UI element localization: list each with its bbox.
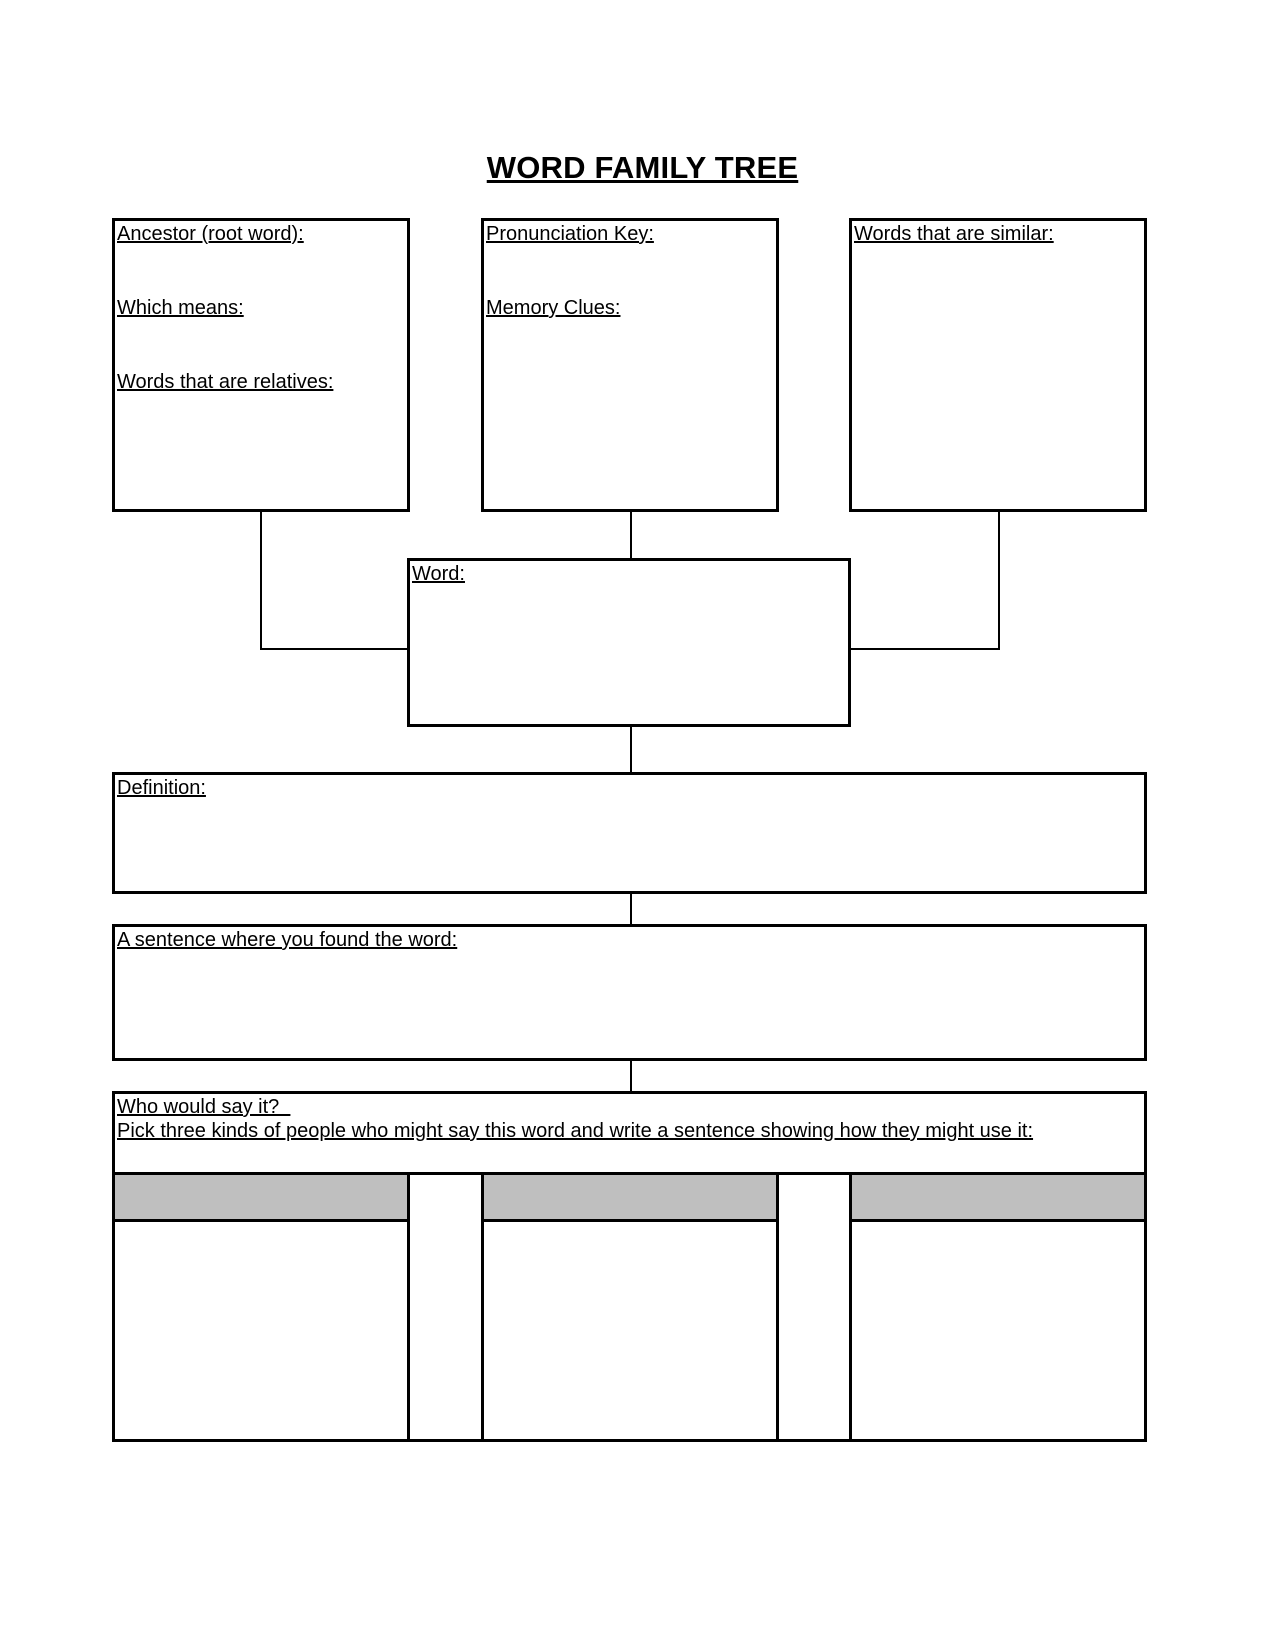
connector-word-definition: [630, 726, 632, 774]
person-3-sentence-field[interactable]: [849, 1219, 1147, 1442]
person-1-sentence-field[interactable]: [112, 1219, 410, 1442]
person-2-name-field[interactable]: [481, 1172, 779, 1222]
person-3-name-field[interactable]: [849, 1172, 1147, 1222]
memory-clues-label: Memory Clues:: [486, 297, 621, 319]
ancestor-means-label: Which means:: [117, 297, 244, 319]
sentence-box[interactable]: [112, 924, 1147, 1061]
person-1-name-field[interactable]: [112, 1172, 410, 1222]
definition-label: Definition:: [117, 777, 206, 799]
ancestor-box[interactable]: [112, 218, 410, 512]
person-2-sentence-field[interactable]: [481, 1219, 779, 1442]
sentence-label: A sentence where you found the word:: [117, 929, 458, 951]
connector-ancestor-vertical: [260, 510, 262, 650]
column-spacer-2: [776, 1172, 852, 1442]
pronunciation-box[interactable]: [481, 218, 779, 512]
definition-box[interactable]: [112, 772, 1147, 894]
word-label: Word:: [412, 563, 465, 585]
connector-pronunciation-vertical: [630, 510, 632, 564]
similar-words-box[interactable]: [849, 218, 1147, 512]
connector-definition-sentence: [630, 893, 632, 927]
ancestor-relatives-label: Words that are relatives:: [117, 371, 334, 393]
who-would-say-label: Who would say it?: [117, 1096, 291, 1118]
column-spacer-1: [407, 1172, 484, 1442]
ancestor-root-label: Ancestor (root word):: [117, 223, 304, 245]
page-title: WORD FAMILY TREE: [486, 150, 799, 185]
word-box[interactable]: [407, 558, 851, 727]
similar-words-label: Words that are similar:: [854, 223, 1054, 245]
pick-three-instructions: Pick three kinds of people who might say this word and write a sentence showing how they might use it:: [117, 1120, 1034, 1142]
who-would-say-box: [112, 1091, 1147, 1175]
connector-similar-horizontal: [850, 648, 1000, 650]
pronunciation-key-label: Pronunciation Key:: [486, 223, 654, 245]
connector-sentence-who: [630, 1060, 632, 1094]
connector-ancestor-horizontal: [260, 648, 412, 650]
connector-similar-vertical: [998, 510, 1000, 650]
